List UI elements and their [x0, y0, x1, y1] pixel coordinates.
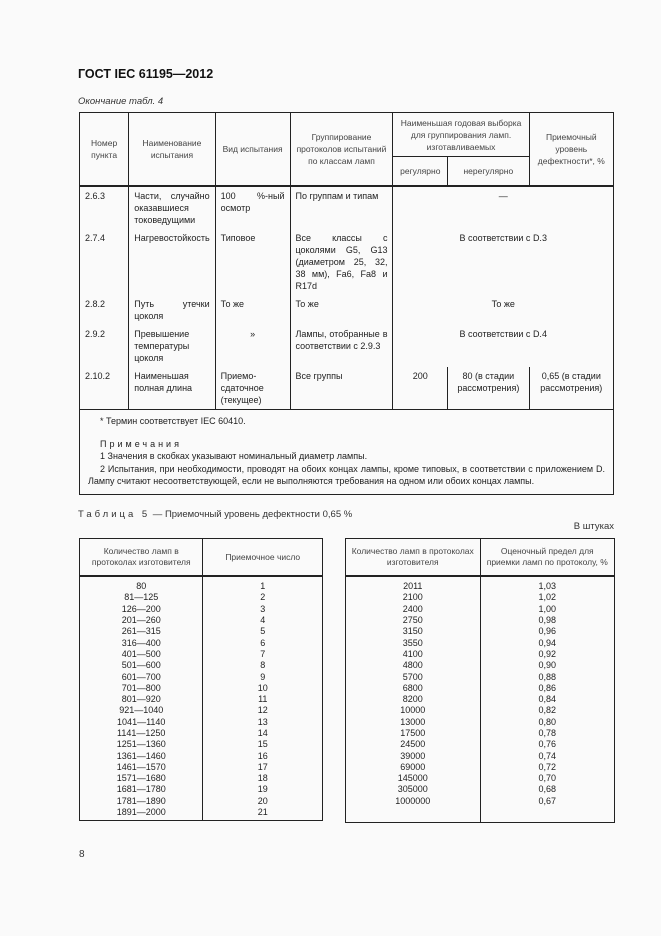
table-row — [346, 728, 615, 739]
cell-value: 21 — [203, 807, 323, 821]
units-label: В штуках — [573, 521, 614, 532]
cell-merged: В соответствии с D.4 — [393, 325, 614, 367]
table4-caption: Окончание табл. 4 — [78, 96, 164, 107]
cell-value: 0,86 — [480, 683, 614, 694]
table-row — [80, 773, 323, 784]
cell-count: 401—500 — [80, 649, 203, 660]
cell-value: 20 — [203, 796, 323, 807]
table-row — [80, 604, 323, 615]
cell-count: 2011 — [346, 576, 481, 592]
cell-count: 145000 — [346, 773, 481, 784]
cell-irregular: 80 (в стадии рассмотрения) — [448, 367, 530, 410]
table-row — [80, 796, 323, 807]
cell-count: 2400 — [346, 604, 481, 615]
cell-value: 0,70 — [480, 773, 614, 784]
cell-type: 100 %-ный осмотр — [215, 186, 290, 229]
cell-value: 0,92 — [480, 649, 614, 660]
cell-count: 1361—1460 — [80, 750, 203, 761]
cell-value: 0,96 — [480, 626, 614, 637]
cell-name: Нагревостойкость — [129, 229, 215, 295]
cell-value: 0,74 — [480, 750, 614, 761]
cell-count: 69000 — [346, 762, 481, 773]
document-header: ГОСТ IEC 61195—2012 — [78, 67, 214, 81]
cell-value: 17 — [203, 762, 323, 773]
cell-value: 0,88 — [480, 671, 614, 682]
cell-count: 601—700 — [80, 671, 203, 682]
cell-grouping: Все классы с цоколями G5, G13 (диаметром 25, 32, 38 мм), Fa6, Fa8 и R17d — [290, 229, 393, 295]
cell-count: 13000 — [346, 717, 481, 728]
cell-count: 1681—1780 — [80, 784, 203, 795]
table-row — [80, 229, 614, 295]
table-row — [346, 576, 615, 592]
cell-count: 1041—1140 — [80, 717, 203, 728]
table-row — [80, 739, 323, 750]
cell-count: 201—260 — [80, 615, 203, 626]
cell-count: 4100 — [346, 649, 481, 660]
cell-value: 14 — [203, 728, 323, 739]
cell-merged: — — [393, 186, 614, 229]
cell-value: 0,94 — [480, 637, 614, 648]
table-row — [80, 807, 323, 821]
cell-merged: То же — [393, 295, 614, 325]
cell-value: 0,78 — [480, 728, 614, 739]
cell-value: 1,02 — [480, 592, 614, 603]
header-count: Количество ламп в протоколах изготовителя — [80, 539, 203, 577]
table-row — [346, 683, 615, 694]
cell-value: 6 — [203, 637, 323, 648]
cell-number: 2.9.2 — [80, 325, 129, 367]
table-row — [80, 186, 614, 229]
header-limit: Оценочный предел для приемки ламп по протоколу, % — [480, 539, 614, 577]
cell-count: 1571—1680 — [80, 773, 203, 784]
cell-value: 5 — [203, 626, 323, 637]
header-name: Наименование испытания — [129, 113, 215, 187]
cell-value: 4 — [203, 615, 323, 626]
header-grouping: Группирование протоколов испытаний по классам ламп — [290, 113, 393, 187]
header-irregular: нерегулярно — [448, 157, 530, 187]
cell-count: 316—400 — [80, 637, 203, 648]
note-2: 2 Испытания, при необходимости, проводят на обоих концах лампы, кроме типовых, в соответствии с приложением D. Лампу считают несоответствующей, если не выполняются требования на одном или обоих концах лампы. — [88, 463, 605, 486]
table-row — [346, 615, 615, 626]
cell-count: 801—920 — [80, 694, 203, 705]
cell-count: 921—1040 — [80, 705, 203, 716]
cell-count: 1000000 — [346, 796, 481, 807]
cell-value: 13 — [203, 717, 323, 728]
cell-value: 0,68 — [480, 784, 614, 795]
note-1: 1 Значения в скобках указывают номинальный диаметр лампы. — [100, 451, 368, 461]
cell-grouping: Лампы, отобранные в соответствии с 2.9.3 — [290, 325, 393, 367]
cell-number: 2.10.2 — [80, 367, 129, 410]
cell-value: 0,82 — [480, 705, 614, 716]
table-row — [346, 796, 615, 807]
cell-count: 2750 — [346, 615, 481, 626]
cell-count: 24500 — [346, 739, 481, 750]
table-row — [80, 626, 323, 637]
cell-name: Наименьшая полная длина — [129, 367, 215, 410]
cell-grouping: То же — [290, 295, 393, 325]
header-regular: регулярно — [393, 157, 448, 187]
table-row — [80, 325, 614, 367]
empty-cell — [346, 807, 481, 823]
table-row — [346, 604, 615, 615]
cell-count: 6800 — [346, 683, 481, 694]
cell-value: 2 — [203, 592, 323, 603]
cell-count: 2100 — [346, 592, 481, 603]
cell-type: Приемо-сдаточное (текущее) — [215, 367, 290, 410]
table-row — [346, 773, 615, 784]
cell-count: 1461—1570 — [80, 762, 203, 773]
header-sample: Наименьшая годовая выборка для группирования ламп. изготавливаемых — [393, 113, 529, 157]
cell-type: Типовое — [215, 229, 290, 295]
table-row — [346, 705, 615, 716]
table-row — [80, 592, 323, 603]
notes-title: Примечания — [100, 438, 182, 449]
table-5-left — [79, 538, 323, 821]
cell-value: 19 — [203, 784, 323, 795]
header-aql: Приемочный уровень дефектности*, % — [529, 113, 613, 187]
table5-title — [78, 509, 352, 520]
header-type: Вид испытания — [215, 113, 290, 187]
cell-count: 501—600 — [80, 660, 203, 671]
table-row — [80, 615, 323, 626]
cell-count: 5700 — [346, 671, 481, 682]
header-count: Количество ламп в протоколах изготовителя — [346, 539, 481, 577]
table5-title-text: — Приемочный уровень дефектности 0,65 % — [150, 509, 353, 520]
cell-count: 3150 — [346, 626, 481, 637]
table4-notes — [80, 410, 614, 495]
header-number: Номер пункта — [80, 113, 129, 187]
cell-grouping: По группам и типам — [290, 186, 393, 229]
cell-count: 1141—1250 — [80, 728, 203, 739]
cell-value: 18 — [203, 773, 323, 784]
cell-grouping: Все группы — [290, 367, 393, 410]
table-4 — [79, 112, 614, 495]
cell-value: 7 — [203, 649, 323, 660]
table-row — [346, 649, 615, 660]
table-row — [346, 660, 615, 671]
cell-value: 0,72 — [480, 762, 614, 773]
cell-aql: 0,65 (в стадии рассмотрения) — [529, 367, 613, 410]
cell-count: 701—800 — [80, 683, 203, 694]
cell-value: 8 — [203, 660, 323, 671]
empty-cell — [480, 807, 614, 823]
cell-value: 1 — [203, 576, 323, 592]
cell-number: 2.8.2 — [80, 295, 129, 325]
cell-value: 16 — [203, 750, 323, 761]
page-number: 8 — [79, 849, 85, 860]
cell-value: 0,80 — [480, 717, 614, 728]
table-row — [346, 750, 615, 761]
cell-value: 0,76 — [480, 739, 614, 750]
table-row — [80, 367, 614, 410]
table-row — [346, 592, 615, 603]
header-acceptance-number: Приемочное число — [203, 539, 323, 577]
table-row — [80, 683, 323, 694]
cell-count: 39000 — [346, 750, 481, 761]
cell-value: 0,90 — [480, 660, 614, 671]
cell-count: 8200 — [346, 694, 481, 705]
table-row — [346, 637, 615, 648]
cell-value: 15 — [203, 739, 323, 750]
table-row — [80, 649, 323, 660]
cell-count: 17500 — [346, 728, 481, 739]
cell-value: 0,84 — [480, 694, 614, 705]
cell-count: 80 — [80, 576, 203, 592]
table-row — [80, 576, 323, 592]
table-row — [346, 784, 615, 795]
table-row — [346, 671, 615, 682]
cell-count: 10000 — [346, 705, 481, 716]
table-row — [80, 728, 323, 739]
cell-name: Путь утечки цоколя — [129, 295, 215, 325]
cell-value: 3 — [203, 604, 323, 615]
cell-regular: 200 — [393, 367, 448, 410]
table-row — [80, 750, 323, 761]
cell-count: 4800 — [346, 660, 481, 671]
cell-count: 3550 — [346, 637, 481, 648]
cell-count: 1891—2000 — [80, 807, 203, 821]
cell-value: 1,03 — [480, 576, 614, 592]
table-row — [346, 762, 615, 773]
cell-name: Превышение температуры цоколя — [129, 325, 215, 367]
cell-merged: В соответствии с D.3 — [393, 229, 614, 295]
cell-number: 2.7.4 — [80, 229, 129, 295]
cell-type: » — [215, 325, 290, 367]
table-row — [80, 660, 323, 671]
table-row — [80, 637, 323, 648]
table-row — [80, 784, 323, 795]
cell-count: 81—125 — [80, 592, 203, 603]
table-row — [80, 717, 323, 728]
cell-count: 1251—1360 — [80, 739, 203, 750]
cell-value: 11 — [203, 694, 323, 705]
cell-count: 305000 — [346, 784, 481, 795]
table-row — [80, 762, 323, 773]
cell-value: 0,98 — [480, 615, 614, 626]
footnote: * Термин соответствует IEC 60410. — [100, 416, 246, 426]
cell-value: 10 — [203, 683, 323, 694]
cell-type: То же — [215, 295, 290, 325]
table-row — [346, 717, 615, 728]
cell-value: 0,67 — [480, 796, 614, 807]
table-row — [346, 626, 615, 637]
table5-label: Таблица 5 — [78, 509, 151, 520]
cell-count: 126—200 — [80, 604, 203, 615]
table-row — [80, 694, 323, 705]
table-row — [346, 739, 615, 750]
cell-value: 12 — [203, 705, 323, 716]
cell-value: 9 — [203, 671, 323, 682]
table-row — [80, 671, 323, 682]
table-row — [80, 705, 323, 716]
cell-name: Части, случайно оказавшиеся токоведущими — [129, 186, 215, 229]
table-5-right — [345, 538, 615, 823]
cell-number: 2.6.3 — [80, 186, 129, 229]
cell-count: 1781—1890 — [80, 796, 203, 807]
table-row — [346, 694, 615, 705]
table-row — [80, 295, 614, 325]
cell-value: 1,00 — [480, 604, 614, 615]
cell-count: 261—315 — [80, 626, 203, 637]
